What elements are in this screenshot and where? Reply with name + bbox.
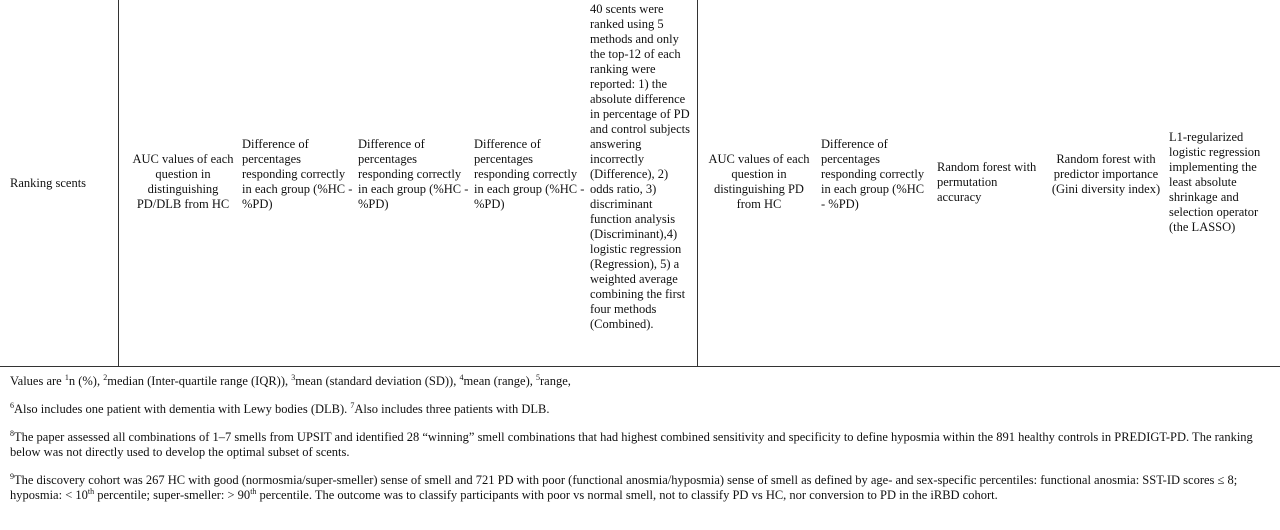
column-header-random-forest-gini: Random forest with predictor importance (Gini diversity index): [1051, 152, 1161, 196]
column-header-difference-4: Difference of percentages responding correctly in each group (%HC - %PD): [821, 137, 925, 211]
footnote-smell-combinations: $^8$The paper assessed all combinations of 1–7 smells from UPSIT and identified 28 “winning” smell combinations that had highest combined sensitivity and specificity to define hyposmia within the 891 healthy controls in PREDIGT-PD. The ranking below was not directly used to develop the optimal subset of scents.: [10, 429, 1253, 459]
footnote-discovery-cohort: $^9$The discovery cohort was 267 HC with good (normosmia/super-smeller) sense of smell and 721 PD with poor (functional anosmia/hyposmia) sense of smell as defined by age- and sex-specific percentiles: functional anosmia: SST-ID scores ≤ 8; hyposmia: < 10th percentile; super-smeller: > 90th percentile. The outcome was to classify participants with poor vs normal smell, not to classify PD vs HC, nor conversion to PD in the iRBD cohort.: [10, 472, 1238, 502]
column-header-difference-3: Difference of percentages responding correctly in each group (%HC - %PD): [474, 137, 585, 211]
footnote-dlb: $^6$Also includes one patient with dementia with Lewy bodies (DLB). $^7$Also includes three patients with DLB.: [10, 401, 550, 416]
column-header-auc-pd-dlb: AUC values of each question in distinguishing PD/DLB from HC: [132, 152, 234, 211]
column-divider: [118, 0, 119, 366]
row-label-ranking-scents: Ranking scents: [10, 176, 87, 190]
column-header-difference-1: Difference of percentages responding correctly in each group (%HC - %PD): [242, 137, 353, 211]
column-header-difference-2: Difference of percentages responding correctly in each group (%HC - %PD): [358, 137, 469, 211]
column-header-auc-pd: AUC values of each question in distinguishing PD from HC: [708, 152, 810, 211]
column-header-lasso: L1-regularized logistic regression implementing the least absolute shrinkage and selection operator (the LASSO): [1169, 130, 1261, 234]
column-header-ranking-methods: 40 scents were ranked using 5 methods and only the top-12 of each ranking were reported: 1) the absolute difference in percentage of PD and control subjects answering incorrectly (Difference), 2) odds ratio, 3) discriminant function analysis (Discriminant),4) logistic regression (Regression), 5) a weighted average combining the first four methods (Combined).: [590, 2, 690, 331]
column-divider: [697, 0, 698, 366]
footnote-value-formats: Values are $^1$n (%), $^2$median (Inter-quartile range (IQR)), $^3$mean (standard deviation (SD)), $^4$mean (range), $^5$range,: [10, 373, 571, 388]
column-header-random-forest-permutation: Random forest with permutation accuracy: [937, 160, 1037, 204]
table-footnotes: [10, 374, 1272, 516]
